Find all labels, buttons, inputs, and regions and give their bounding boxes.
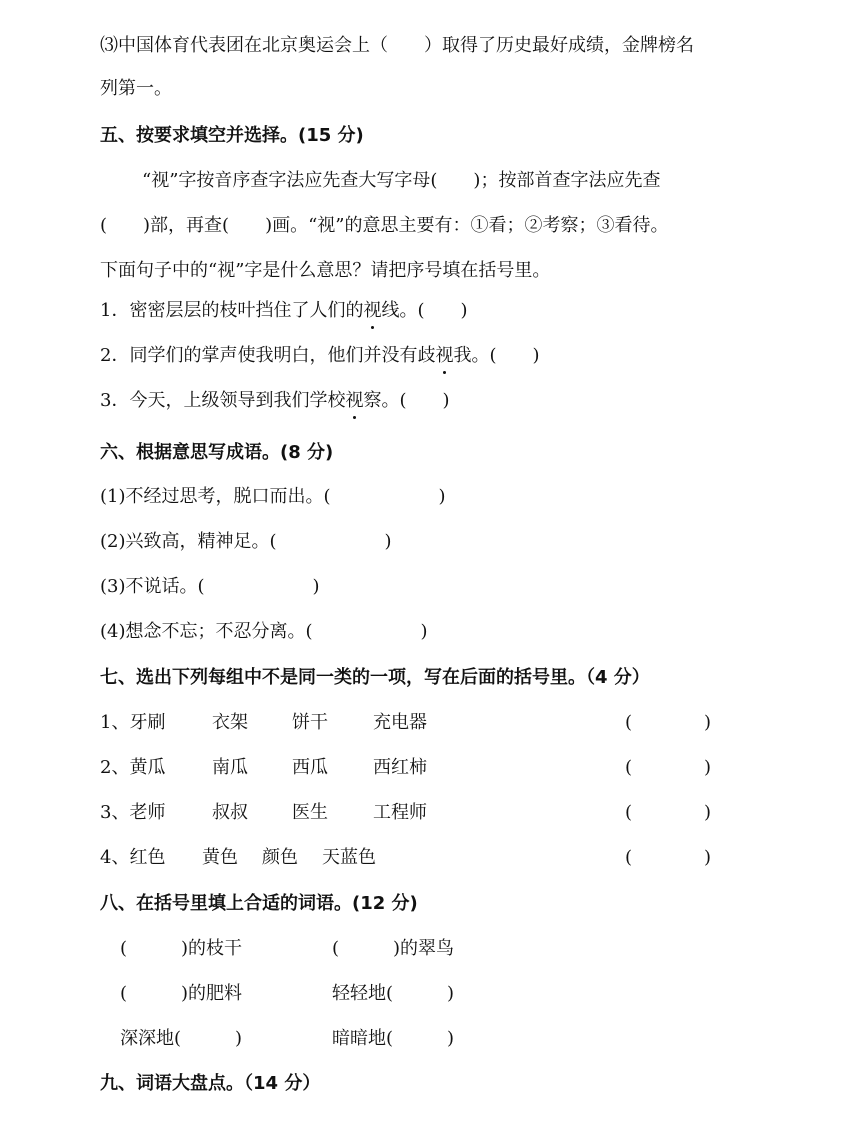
section6-item-2: (2)兴致高，精神足。( ): [100, 531, 392, 552]
emphasis-char: 视: [345, 390, 364, 411]
worksheet-page: ⑶中国体育代表团在北京奥运会上（ ）取得了历史最好成绩，金牌榜名 列第一。 五、按要求填空并选择。(15 分) “视”字按音序查字法应先查大写字母( )；按部首查字法应先查 ( )部，再查( )画。“视”的意思主要有：①看；②考察；③看待。 下面句子中的“视”字是什么意思？请把序号填在括号里。 1．密密层层的枝叶挡住了人们的视线。( ) 2．同学们的掌声使我明白，他们并没有歧视我。( ) 3．今天，上级领导到我们学校视察。( ) 六、根据意思写成语。(8 分) (1)不经过思考，脱口而出。( ) (2)兴致高，精神足。( ) (3)不说话。( ) (4)想念不忘；不忍分离。( ) 七、选出下列每组中不是同一类的一项，写在后面的括号里。（4 分） 1、牙刷 衣架 饼干 充电器 ( ) 2、黄瓜 南瓜 西瓜 西红柿 ( ) 3、老师 叔叔 医生 工程师 ( ) 4、红色 黄色 颜色 天蓝色 ( ) 八、在括号里填上合适的词语。(12 分) ( )的枝干 ( )的翠鸟 ( )的肥料 轻轻地( ) 深深地( ) 暗暗地( ) 九、词语大盘点。（14 分）: [100, 35, 712, 1094]
q3-line1: ⑶中国体育代表团在北京奥运会上（ ）取得了历史最好成绩，金牌榜名: [100, 35, 694, 56]
section6-item-3: (3)不说话。( ): [100, 576, 320, 597]
section5-para-line3: 下面句子中的“视”字是什么意思？请把序号填在括号里。: [100, 260, 551, 281]
section5-item-2: 2．同学们的掌声使我明白，他们并没有歧视我。( ): [100, 345, 540, 366]
section5-item-3: 3．今天，上级领导到我们学校视察。( ): [100, 390, 450, 411]
q3-line2: 列第一。: [100, 78, 172, 99]
section8-title: 八、在括号里填上合适的词语。(12 分): [100, 893, 418, 914]
section6-item-1: (1)不经过思考，脱口而出。( ): [100, 486, 446, 507]
section5-para-line1: “视”字按音序查字法应先查大写字母( )；按部首查字法应先查: [142, 170, 661, 191]
section6-item-4: (4)想念不忘；不忍分离。( ): [100, 621, 428, 642]
section9-title: 九、词语大盘点。（14 分）: [100, 1073, 321, 1094]
emphasis-char: 视: [363, 300, 382, 321]
section7-title: 七、选出下列每组中不是同一类的一项，写在后面的括号里。（4 分）: [100, 667, 650, 688]
section5-item-1: 1．密密层层的枝叶挡住了人们的视线。( ): [100, 300, 468, 321]
section6-title: 六、根据意思写成语。(8 分): [100, 442, 334, 463]
section5-para-line2: ( )部，再查( )画。“视”的意思主要有：①看；②考察；③看待。: [100, 215, 669, 236]
emphasis-char: 视: [435, 345, 454, 366]
section5-title: 五、按要求填空并选择。(15 分): [100, 125, 364, 146]
